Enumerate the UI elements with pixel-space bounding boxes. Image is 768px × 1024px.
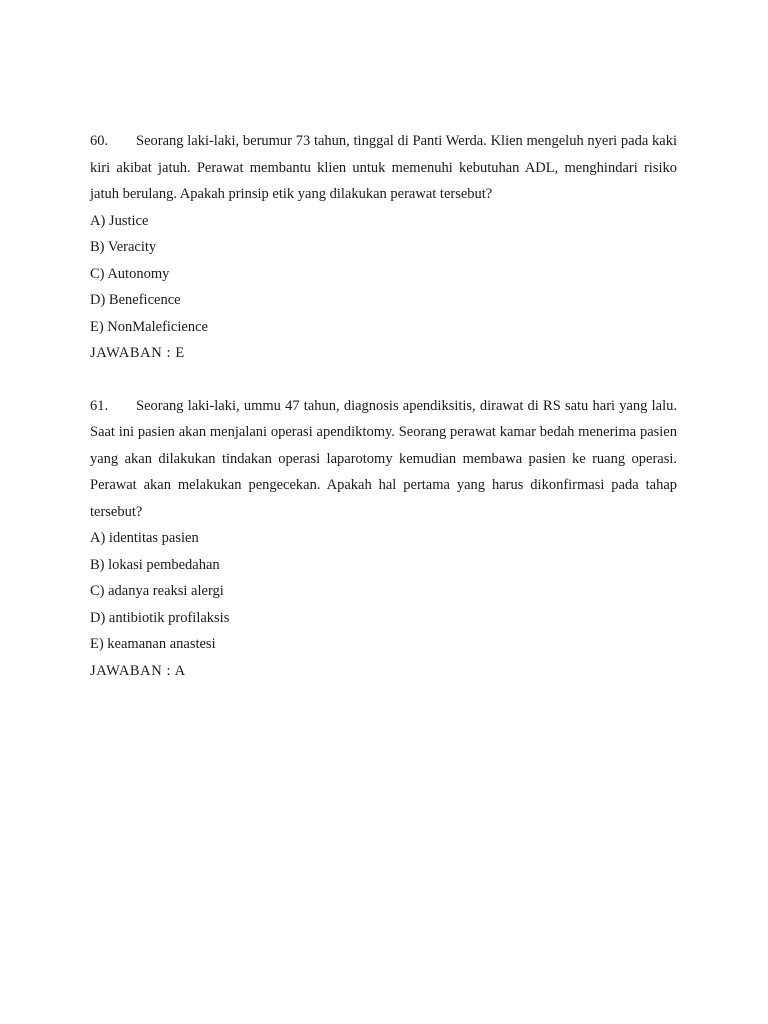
answer-key: JAWABAN : A	[90, 662, 186, 679]
option-e: E) NonMaleficience	[90, 318, 208, 335]
option-d: D) antibiotik profilaksis	[90, 609, 230, 626]
question-stem	[90, 393, 677, 526]
option-b: B) lokasi pembedahan	[90, 556, 220, 573]
option-e: E) keamanan anastesi	[90, 636, 216, 652]
question-60	[90, 128, 677, 367]
answer-key: JAWABAN : E	[90, 345, 185, 361]
option-a: A) identitas pasien	[90, 530, 199, 546]
option-a: A) Justice	[90, 212, 149, 229]
option-b: B) Veracity	[90, 239, 157, 255]
question-text: Seorang laki-laki, ummu 47 tahun, diagnosis apendiksitis, dirawat di RS satu hari yang lalu. Saat ini pasien akan menjalani operasi apendiktomy. Seorang perawat kamar bedah menerima pasien yang akan dilakukan tindakan operasi laparotomy kemudian membawa pasien ke ruang operasi. Perawat akan melakukan pengecekan. Apakah hal pertama yang harus dikonfirmasi pada tahap tersebut?	[90, 397, 677, 520]
option-c: C) adanya reaksi alergi	[90, 583, 224, 599]
question-number: 61.	[90, 397, 109, 414]
document-page	[90, 128, 677, 684]
option-c: C) Autonomy	[90, 265, 170, 282]
question-stem	[90, 128, 677, 208]
option-d: D) Beneficence	[90, 292, 181, 308]
question-number: 60.	[90, 133, 109, 149]
question-text: Seorang laki-laki, berumur 73 tahun, tinggal di Panti Werda. Klien mengeluh nyeri pada kaki kiri akibat jatuh. Perawat membantu klien untuk memenuhi kebutuhan ADL, menghindari risiko jatuh berulang. Apakah prinsip etik yang dilakukan perawat tersebut?	[90, 133, 677, 202]
question-61	[90, 393, 677, 685]
